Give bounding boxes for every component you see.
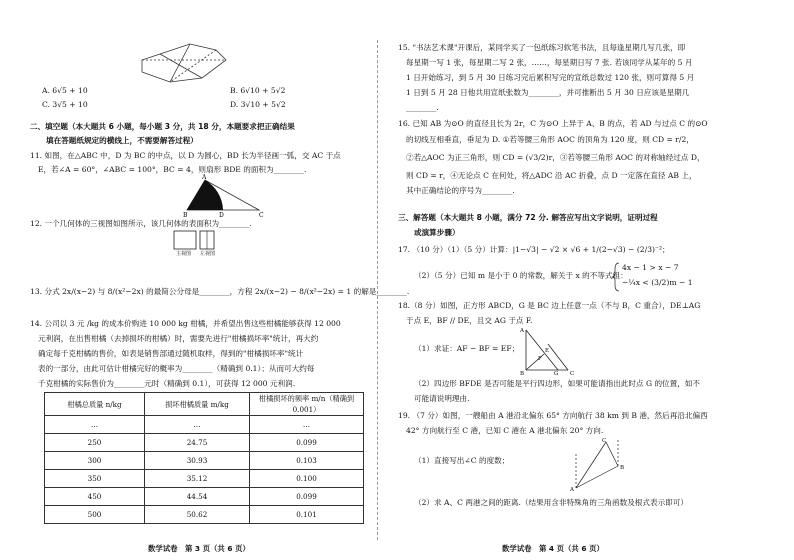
q19-part-2: （2）求 A、C 两港之间的距离.（结果用含非特殊角的三角函数及根式表示即可） bbox=[414, 498, 688, 507]
q18-line-2: 于点 E，BF // DE，且交 AG 于点 F. bbox=[406, 316, 533, 325]
table-cell: 0.099 bbox=[250, 488, 364, 506]
table-cell: 0.103 bbox=[250, 452, 364, 470]
q18-part-1: （1）求证：AF − BF = EF； bbox=[414, 344, 520, 353]
svg-text:B: B bbox=[620, 465, 625, 471]
svg-text:D: D bbox=[219, 212, 224, 218]
section-3-title: 三、解答题（本大题共 8 小题，满分 72 分. 解答应写出文字说明，证明过程 bbox=[398, 213, 658, 222]
svg-text:A: A bbox=[202, 174, 207, 181]
svg-text:C: C bbox=[570, 371, 575, 376]
q14-damage-rate-table bbox=[44, 392, 364, 524]
q19-line-2: 42° 方向航行至 C 港，已知 C 港在 A 港北偏东 20° 方向. bbox=[406, 426, 604, 435]
table-row bbox=[45, 452, 364, 470]
section-2-title-cont: 填在答题纸规定的横线上，不需要解答过程） bbox=[46, 136, 198, 145]
q18-square-figure bbox=[518, 326, 578, 376]
section-2-title: 二、填空题（本大题共 6 小题，每小题 3 分，共 18 分，本题要求把正确结果 bbox=[30, 122, 295, 131]
table-row bbox=[45, 470, 364, 488]
q16-line-2: 的切线互相垂直，垂足为 D. ①若等腰三角形 AOC 的顶角为 120 度，则 CD = r/2， bbox=[406, 135, 694, 144]
q19-line-1: 19. （7 分）如图，一艘船由 A 港沿北偏东 65° 方向航行 38 km 到 B 港，然后再沿北偏西 bbox=[398, 411, 708, 420]
left-page bbox=[30, 0, 410, 560]
q11-figure bbox=[175, 174, 265, 218]
right-page bbox=[398, 0, 746, 560]
table-cell: … bbox=[145, 416, 250, 434]
table-header: 柑橘损坏的频率 m/n（精确到 0.001） bbox=[250, 393, 364, 416]
svg-text:B: B bbox=[520, 371, 525, 376]
q19-navigation-figure bbox=[556, 436, 636, 492]
table-row bbox=[45, 488, 364, 506]
table-row bbox=[45, 506, 364, 524]
q14-line-2: 元利润，在出售柑橘（去掉损坏的柑橘）时，需要先进行"柑橘损坏率"统计，再大约 bbox=[38, 334, 319, 343]
q10-option-c: C. 3√5 + 10 bbox=[42, 100, 88, 109]
table-cell: 250 bbox=[45, 434, 145, 452]
svg-text:A: A bbox=[520, 328, 524, 334]
q12-text: 12. 一个几何体的三视图如图所示，该几何体的表面积为________. bbox=[30, 219, 252, 228]
svg-text:F: F bbox=[538, 356, 542, 362]
svg-text:G: G bbox=[554, 371, 559, 376]
table-cell: 450 bbox=[45, 488, 145, 506]
table-cell: 50.62 bbox=[145, 506, 250, 524]
right-page-footer: 数学试卷 第 4 页（共 6 页） bbox=[502, 543, 604, 553]
q16-line-4: 则 CD = r，④无论点 C 在何处，将△ADC 沿 AC 折叠，点 D 一定落在直径 AB 上， bbox=[406, 171, 697, 180]
svg-text:B: B bbox=[183, 212, 188, 218]
q16-line-3: ②若△AOC 为正三角形，则 CD = (√3/2)r，③若等腰三角形 AOC 的对称轴经过点 D， bbox=[406, 153, 705, 162]
table-cell: 500 bbox=[45, 506, 145, 524]
q18-line-1: 18.（8 分）如图，正方形 ABCD，G 是 BC 边上任意一点（不与 B，C 重合），DE⊥AG bbox=[398, 301, 701, 310]
q14-line-3: 确定每千克柑橘的售价，如表是销售部通过随机取样，得到的"柑橘损坏率"统计 bbox=[38, 349, 304, 358]
section-3-title-cont: 或演算步骤） bbox=[414, 228, 460, 237]
q15-line-4: 1 日到 5 月 28 日他共用宣纸张数为________，并可推断出 5 月 30 日应该是星期几 bbox=[406, 88, 690, 97]
table-cell: 350 bbox=[45, 470, 145, 488]
table-header: 损坏柑橘质量 m/kg bbox=[145, 393, 250, 416]
q17-part-1: 17. （10 分）（1）（5 分）计算：|1−√3| − √2 × √6 + 1/(2−√3) − (2/3)⁻²； bbox=[398, 245, 670, 254]
q14-line-4: 表的一部分，由此可估计柑橘完好的概率为________（精确到 0.1）；从而可大约每 bbox=[38, 364, 315, 373]
q11-line-1: 11. 如图，在△ABC 中，D 为 BC 的中点，以 D 为圆心，BD 长为半径画一弧，交 AC 于点 bbox=[30, 151, 341, 160]
table-cell: … bbox=[45, 416, 145, 434]
q15-line-5: ________. bbox=[406, 103, 439, 112]
q19-part-1: （1）直接写出∠C 的度数； bbox=[414, 456, 510, 465]
q18-part-2: （2）四边形 BFDE 是否可能是平行四边形，如果可能请指出此时点 G 的位置，如不 bbox=[414, 379, 701, 388]
svg-text:A: A bbox=[570, 487, 574, 492]
q14-line-5: 千克柑橘的实际售价为________元时（精确到 0.1），可获得 12 000 元利润. bbox=[38, 379, 296, 388]
q15-line-3: 1 日开始练习，到 5 月 30 日练习完后累积写完的宣纸总数过 120 张，则可算得 5 月 bbox=[406, 73, 695, 82]
q13-text: 13. 分式 2x/(x−2) 与 8/(x²−2x) 的最简公分母是________，方程 2x/(x−2) − 8/(x²−2x) = 1 的解是________. bbox=[30, 287, 410, 296]
table-header-row bbox=[45, 393, 364, 416]
q17-inequality-2: −¼x < (3/2)m − 1 bbox=[622, 278, 693, 287]
q10-figure bbox=[130, 38, 270, 88]
svg-text:E: E bbox=[545, 348, 550, 354]
q16-line-5: 其中正确结论的序号为________. bbox=[406, 186, 515, 195]
table-cell: 0.099 bbox=[250, 434, 364, 452]
table-header: 柑橘总质量 n/kg bbox=[45, 393, 145, 416]
q14-line-1: 14. 公司以 3 元 /kg 的成本价购进 10 000 kg 柑橘，并希望出售这些柑橘能够获得 12 000 bbox=[30, 319, 341, 328]
table-cell: 24.75 bbox=[145, 434, 250, 452]
svg-text:C: C bbox=[259, 212, 264, 218]
table-row bbox=[45, 416, 364, 434]
left-page-footer: 数学试卷 第 3 页（共 6 页） bbox=[148, 543, 250, 553]
table-cell: … bbox=[250, 416, 364, 434]
table-cell: 44.54 bbox=[145, 488, 250, 506]
table-cell: 0.100 bbox=[250, 470, 364, 488]
q15-line-1: 15. "书法艺术课"开课后，某同学买了一包纸练习软笔书法，且每逢星期几写几张，即 bbox=[398, 43, 686, 52]
table-cell: 0.101 bbox=[250, 506, 364, 524]
table-cell: 35.12 bbox=[145, 470, 250, 488]
q16-line-1: 16. 已知 AB 为⊙O 的直径且长为 2r，C 为⊙O 上异于 A、B 的点，若 AD 与过点 C 的⊙O bbox=[398, 119, 708, 128]
q12-front-view-label: 主视图 bbox=[176, 251, 192, 257]
q10-option-d: D. 3√10 + 5√2 bbox=[230, 100, 286, 109]
q10-option-b: B. 6√10 + 5√2 bbox=[230, 86, 286, 95]
q11-line-2: E，若∠A = 60°，∠ABC = 100°，BC = 4，则扇形 BDE 的面积为________. bbox=[38, 165, 307, 174]
q15-line-2: 每星期一写 1 张，每星期二写 2 张，……，每星期日写 7 张. 若该同学从某年的 5 月 bbox=[406, 58, 693, 67]
svg-text:C: C bbox=[602, 438, 607, 444]
q17-brace bbox=[612, 262, 620, 292]
table-cell: 300 bbox=[45, 452, 145, 470]
table-row bbox=[45, 434, 364, 452]
q17-inequality-1: 4x − 1 > x − 7 bbox=[622, 263, 679, 272]
q18-part-2-cont: 可能请说明理由. bbox=[414, 394, 470, 403]
table-cell: 30.93 bbox=[145, 452, 250, 470]
q12-left-view-label: 左视图 bbox=[200, 251, 216, 257]
q17-part-2: （2）（5 分）已知 m 是小于 0 的常数，解关于 x 的不等式组： bbox=[414, 271, 628, 280]
q10-option-a: A. 6√5 + 10 bbox=[42, 86, 88, 95]
